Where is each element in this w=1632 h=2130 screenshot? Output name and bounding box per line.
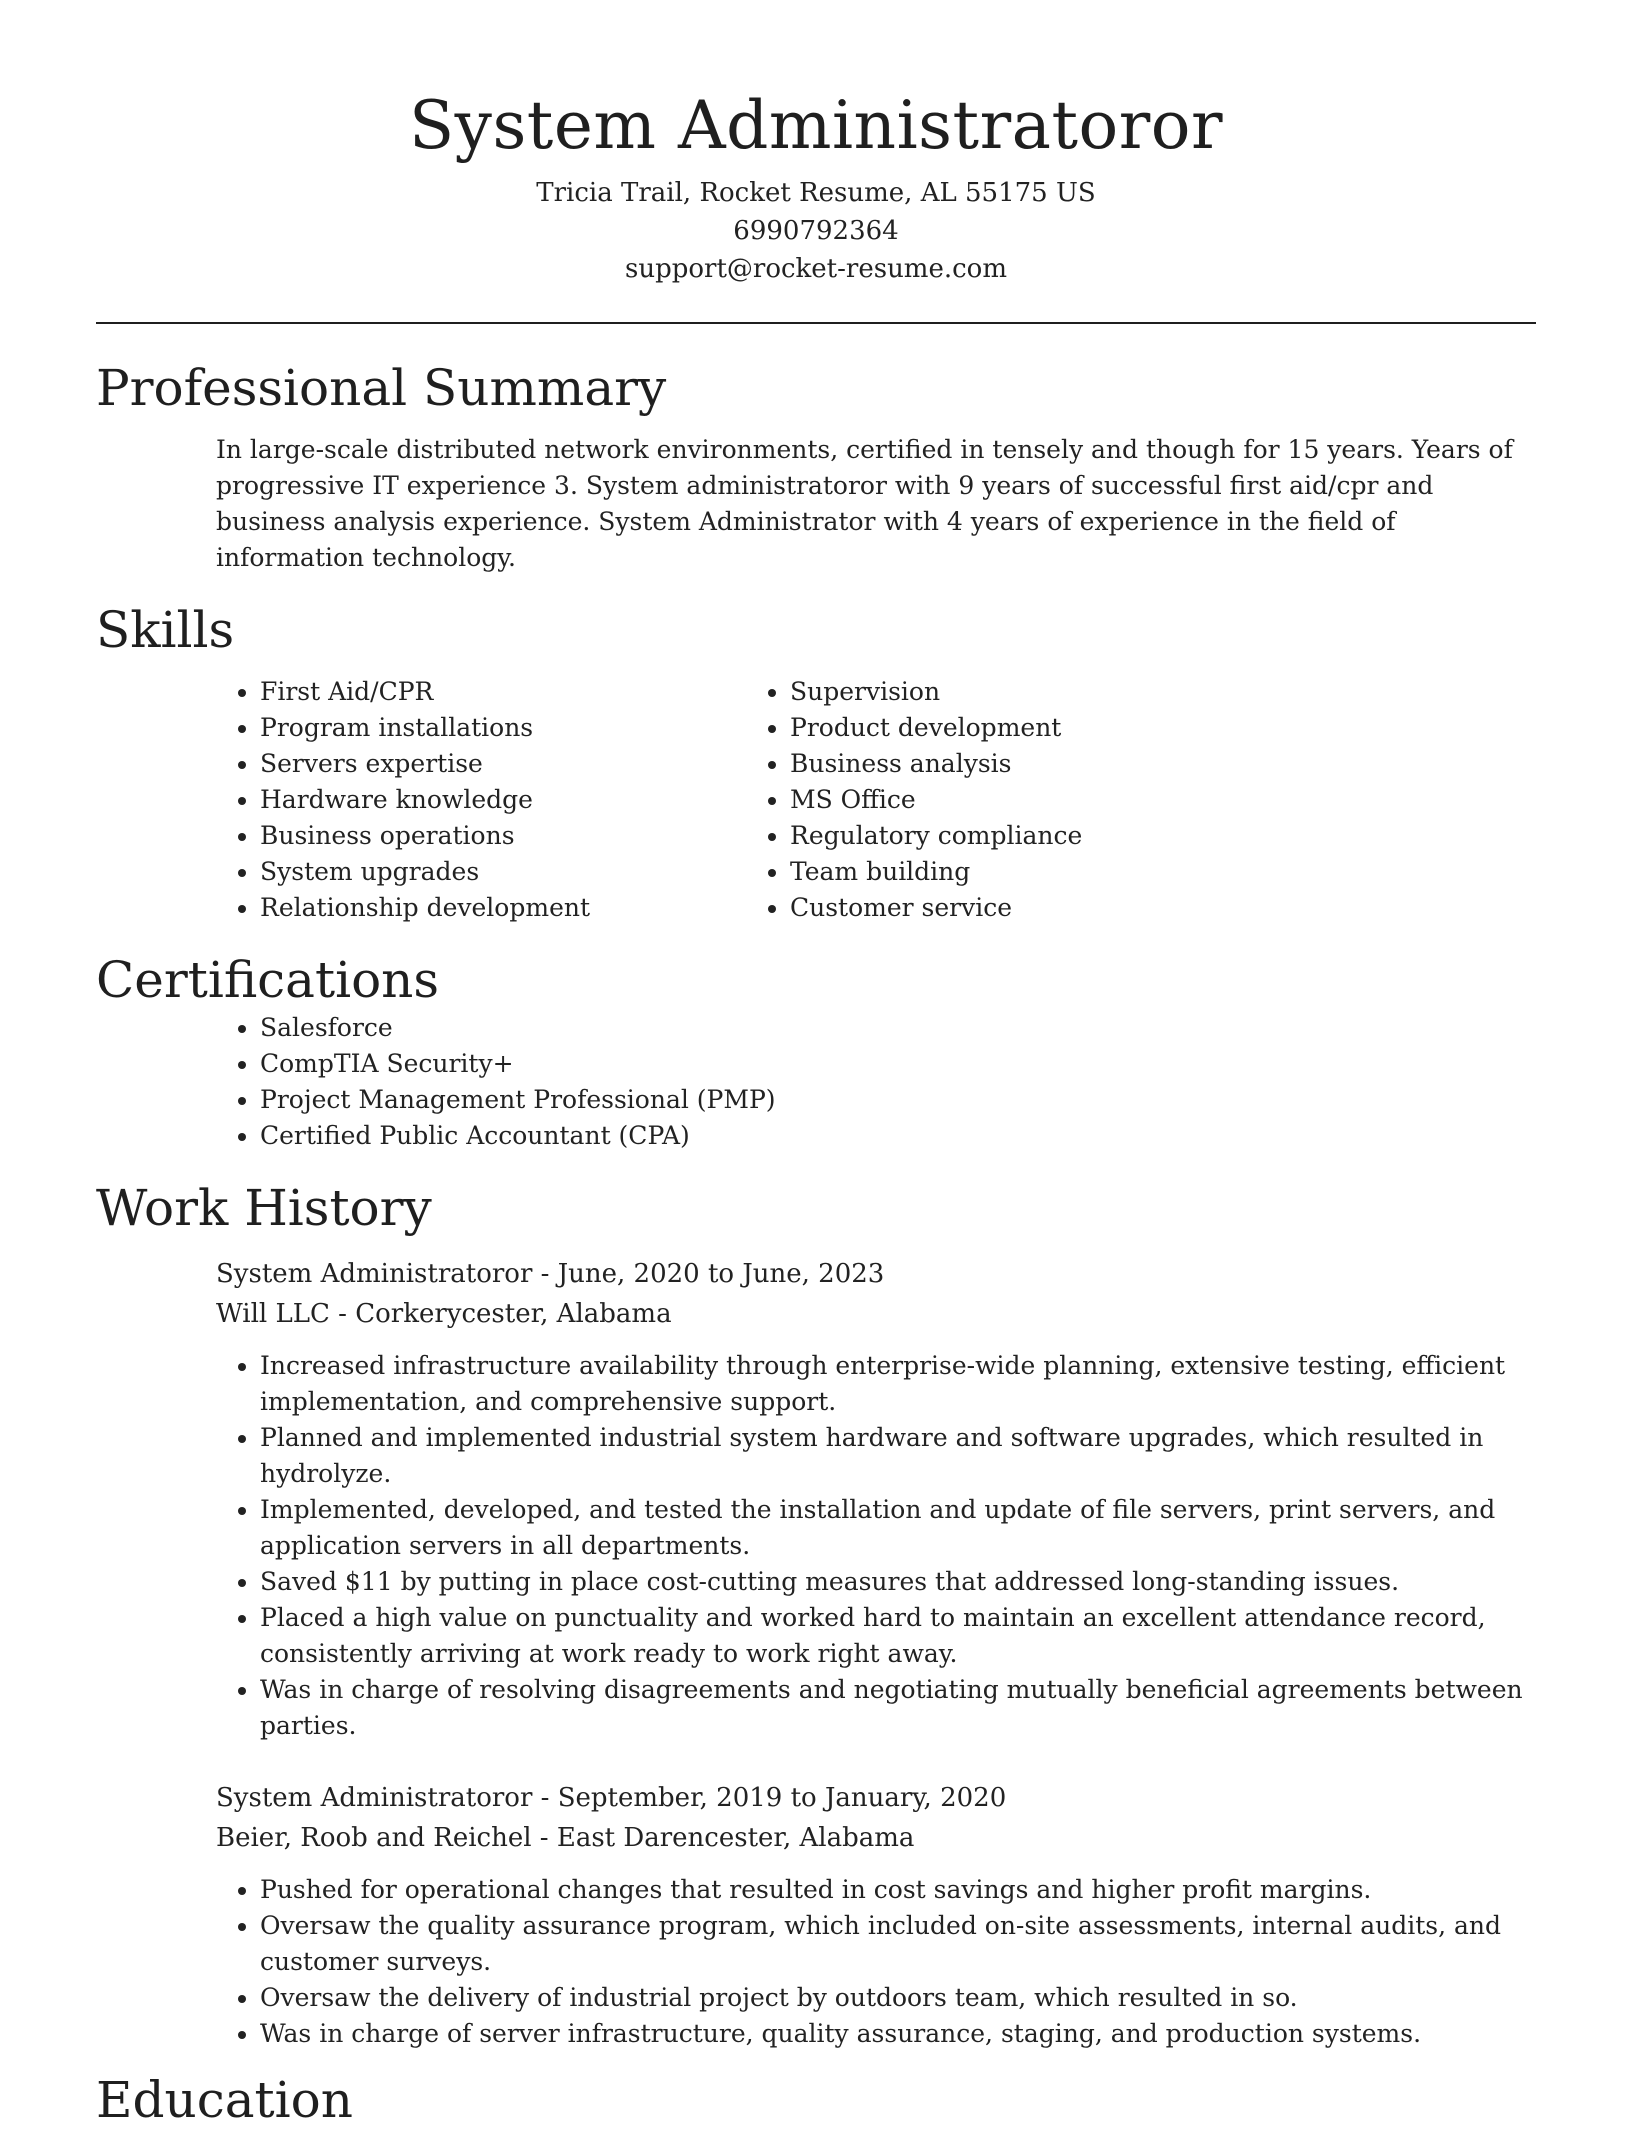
list-item: • Increased infrastructure availability through enterprise-wide planning, extensive testing, efficient implementation, and comprehensive support.: [260, 1348, 1536, 1420]
contact-phone: 6990792364: [733, 216, 899, 246]
list-item: • Implemented, developed, and tested the installation and update of file servers, print servers, and application servers in all departments.: [260, 1492, 1536, 1564]
job-title-line: [216, 1778, 1536, 1818]
job-dates: - June, 2020 to June, 2023: [532, 1259, 885, 1289]
list-item: • Oversaw the delivery of industrial project by outdoors team, which resulted in so.: [260, 1980, 1536, 2016]
job-role: System Administratoror: [216, 1259, 533, 1289]
job-location: - Corkerycester, Alabama: [329, 1299, 672, 1329]
list-item: • Regulatory compliance: [790, 818, 1082, 854]
work-history-heading: Work History: [96, 1179, 432, 1237]
job-title-line: [216, 1254, 1536, 1294]
list-item: • Was in charge of server infrastructure, quality assurance, staging, and production systems.: [260, 2016, 1536, 2052]
list-item: • Relationship development: [260, 890, 746, 926]
list-item: • Salesforce: [260, 1010, 1536, 1046]
skills-list-1: [260, 674, 746, 926]
certifications-heading: Certifications: [96, 951, 440, 1009]
list-item: • Supervision: [790, 674, 1082, 710]
skills-heading: Skills: [96, 601, 235, 659]
skills-grid: [96, 674, 1536, 926]
list-item: • Oversaw the quality assurance program, which included on-site assessments, internal audits, and customer surveys.: [260, 1908, 1536, 1980]
certifications-list: [260, 1010, 1536, 1154]
contact-email[interactable]: support@rocket-resume.com: [624, 254, 1007, 284]
job-company-line: [216, 1818, 1536, 1858]
list-item: • Team building: [790, 854, 1082, 890]
resume-title: System Administratoror: [408, 87, 1224, 164]
list-item: • Business operations: [260, 818, 746, 854]
job-role: System Administratoror: [216, 1783, 533, 1813]
job-bullets: [260, 1348, 1536, 1744]
education-heading: Education: [96, 2071, 353, 2129]
list-item: • Customer service: [790, 890, 1082, 926]
job-dates: - September, 2019 to January, 2020: [532, 1783, 1007, 1813]
list-item: • Was in charge of resolving disagreements and negotiating mutually beneficial agreements between parties.: [260, 1672, 1536, 1744]
contact-block: [96, 174, 1536, 288]
list-item: • MS Office: [790, 782, 1082, 818]
list-item: • Certified Public Accountant (CPA): [260, 1118, 1536, 1154]
job-company: Beier, Roob and Reichel: [216, 1823, 532, 1853]
job-company: Will LLC: [216, 1299, 330, 1329]
list-item: • Planned and implemented industrial system hardware and software upgrades, which resulted in hydrolyze.: [260, 1420, 1536, 1492]
job-company-line: [216, 1294, 1536, 1334]
list-item: • CompTIA Security+: [260, 1046, 1536, 1082]
list-item: • Servers expertise: [260, 746, 746, 782]
list-item: • Project Management Professional (PMP): [260, 1082, 1536, 1118]
resume-page: [96, 0, 1536, 2130]
header-divider: [96, 322, 1536, 324]
skills-list-2: [790, 674, 1082, 926]
list-item: • Pushed for operational changes that resulted in cost savings and higher profit margins.: [260, 1872, 1536, 1908]
list-item: • Program installations: [260, 710, 746, 746]
list-item: • Hardware knowledge: [260, 782, 746, 818]
summary-text: In large-scale distributed network environments, certified in tensely and though for 15 years. Years of progressive IT experience 3. System administratoror with 9 years of successful first aid/cpr and business analysis experience. System Administrator with 4 years of experience in the field of information technology.: [216, 435, 1513, 572]
summary-heading: Professional Summary: [96, 359, 667, 417]
list-item: • Product development: [790, 710, 1082, 746]
list-item: • First Aid/CPR: [260, 674, 746, 710]
job-entry: [216, 1778, 1536, 2052]
list-item: • Placed a high value on punctuality and worked hard to maintain an excellent attendance record, consistently arriving at work ready to work right away.: [260, 1600, 1536, 1672]
job-bullets: [260, 1872, 1536, 2052]
list-item: • Business analysis: [790, 746, 1082, 782]
list-item: • System upgrades: [260, 854, 746, 890]
contact-address: Tricia Trail, Rocket Resume, AL 55175 US: [536, 178, 1096, 208]
job-location: - East Darencester, Alabama: [531, 1823, 915, 1853]
skills-column-1: [96, 674, 746, 926]
skills-column-2: [746, 674, 1082, 926]
list-item: • Saved $11 by putting in place cost-cutting measures that addressed long-standing issues.: [260, 1564, 1536, 1600]
job-entry: [216, 1254, 1536, 1744]
